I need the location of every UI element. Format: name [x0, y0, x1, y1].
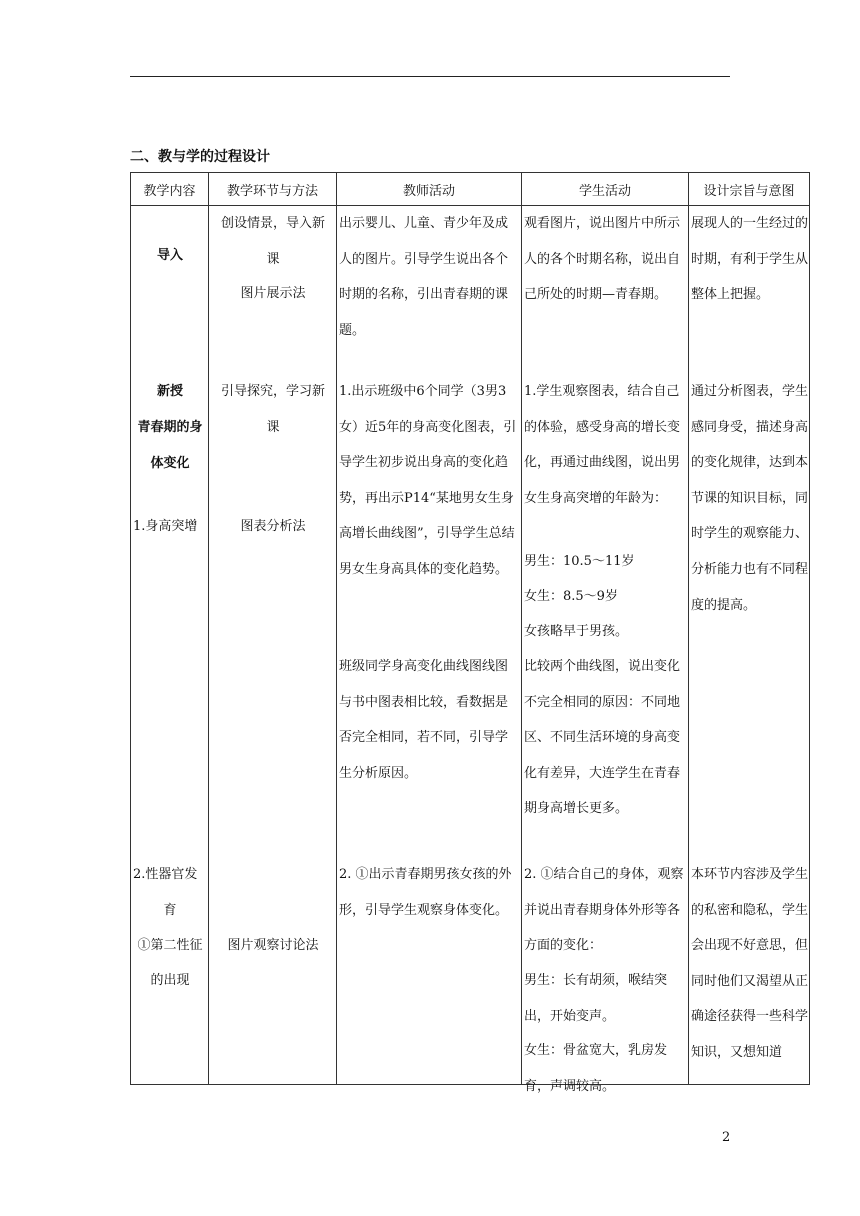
student-girls-age: 女生：8.5～9岁 — [524, 589, 618, 604]
table-header-row — [131, 173, 810, 206]
intent-cell — [689, 206, 810, 1085]
column-header-student: 学生活动 — [522, 173, 689, 206]
teacher-intro-text: 出示婴儿、儿童、青少年及成人的图片。引导学生说出各个时期的名称，引出青春期的课题。 — [339, 216, 509, 338]
method-intro-line2: 课 — [266, 252, 280, 267]
student-male-changes: 男生：长有胡须，喉结突出，开始变声。 — [524, 973, 668, 1024]
intent-organ-text: 本环节内容涉及学生的私密和隐私，学生会出现不好意思，但同时他们又渴望从正确途径获得一些科学知识，又想知道 — [691, 867, 809, 1060]
header-rule — [130, 76, 730, 77]
column-header-teacher: 教师活动 — [337, 173, 522, 206]
teacher-height-text: 1.出示班级中6个同学（3男3女）近5年的身高变化图表，引导学生初步说出身高的变化趋势，再出示P14“某地男女生身高增长曲线图”，引导学生总结男女生身高具体的变化趋势。 — [339, 384, 517, 577]
section-title: 二、教与学的过程设计 — [130, 149, 270, 165]
student-organ-text: 2. ①结合自己的身体，观察并说出青春期身体外形等各方面的变化： — [524, 867, 684, 954]
column-header-method: 教学环节与方法 — [209, 173, 337, 206]
method-explore-line1: 引导探究，学习新 — [220, 384, 325, 399]
height-surge-label: 1.身高突增 — [133, 519, 198, 534]
organ-label-line1: 2.性器官发 — [133, 867, 198, 882]
student-boys-age: 男生：10.5～11岁 — [524, 554, 635, 569]
column-header-intent: 设计宗旨与意图 — [689, 173, 810, 206]
topic-label-line2: 体变化 — [150, 456, 190, 471]
secondary-trait-line1: ①第二性征 — [137, 938, 203, 953]
intent-intro-text: 展现人的一生经过的时期，有利于学生从整体上把握。 — [691, 216, 809, 303]
method-chart-analysis: 图表分析法 — [240, 519, 306, 534]
student-female-changes: 女生：骨盆宽大，乳房发育，声调较高。 — [524, 1043, 668, 1094]
student-earlier-note: 女孩略早于男孩。 — [524, 624, 629, 639]
page-number: 2 — [722, 1130, 731, 1145]
content-cell — [131, 206, 209, 1085]
student-cell — [522, 206, 689, 1094]
new-lesson-label: 新授 — [156, 384, 183, 399]
teacher-cell — [337, 206, 522, 1085]
method-picture-display: 图片展示法 — [240, 286, 306, 301]
teacher-compare-text: 班级同学身高变化曲线图线图与书中图表相比较，看数据是否完全相同，若不同，引导学生分析原因。 — [339, 659, 509, 781]
method-cell — [209, 206, 337, 1085]
student-height-text: 1.学生观察图表，结合自己的体验，感受身高的增长变化，再通过曲线图，说出男女生身高突增的年龄为： — [524, 384, 681, 506]
topic-label-line1: 青春期的身 — [137, 420, 203, 435]
secondary-trait-line2: 的出现 — [150, 973, 190, 988]
intro-label: 导入 — [156, 248, 183, 263]
column-header-content: 教学内容 — [131, 173, 209, 206]
table-row — [131, 206, 810, 1085]
organ-label-line2: 育 — [163, 903, 177, 918]
lesson-plan-table — [130, 172, 810, 1094]
teacher-organ-text: 2. ①出示青春期男孩女孩的外形，引导学生观察身体变化。 — [339, 867, 512, 918]
method-explore-line2: 课 — [266, 420, 280, 435]
student-intro-text: 观看图片，说出图片中所示人的各个时期名称，说出自己所处的时期—青春期。 — [524, 216, 681, 303]
method-picture-discussion: 图片观察讨论法 — [227, 938, 319, 953]
method-intro-line1: 创设情景，导入新 — [220, 216, 325, 231]
intent-height-text: 通过分析图表，学生感同身受，描述身高的变化规律，达到本节课的知识目标，同时学生的观察能力、分析能力也有不同程度的提高。 — [691, 384, 809, 613]
student-compare-text: 比较两个曲线图，说出变化不完全相同的原因：不同地区、不同生活环境的身高变化有差异，大连学生在青春期身高增长更多。 — [524, 659, 681, 817]
